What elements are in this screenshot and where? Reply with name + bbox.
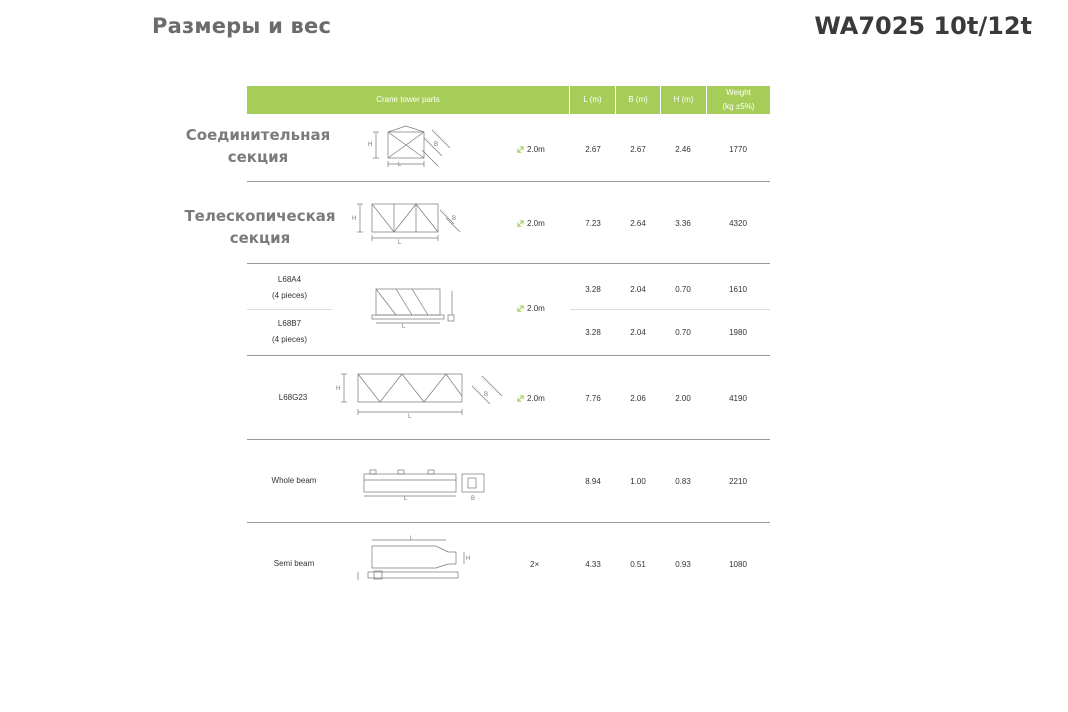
dim-h: H xyxy=(368,142,373,148)
height-icon xyxy=(517,305,524,312)
row-divider xyxy=(247,439,770,440)
cell-h: 2.00 xyxy=(675,394,691,403)
page-title: Размеры и вес xyxy=(152,14,332,38)
dim-l: L xyxy=(404,496,408,502)
part-code: L68B7 xyxy=(277,319,302,328)
qty-value: 2.0m xyxy=(527,304,545,313)
qty-value: 2.0m xyxy=(527,394,545,403)
row-label-semi-beam: Semi beam xyxy=(273,559,315,568)
dim-l: L xyxy=(398,240,402,244)
part-count: (4 pieces) xyxy=(271,335,308,344)
cell-b: 2.04 xyxy=(630,328,646,337)
dim-b: B xyxy=(484,392,489,398)
cell-l: 3.28 xyxy=(585,285,601,294)
whole-beam-drawing xyxy=(358,464,492,502)
cell-l: 2.67 xyxy=(585,145,601,154)
cell-b: 2.64 xyxy=(630,219,646,228)
cell-b: 1.00 xyxy=(630,477,646,486)
qty-value: 2.0m xyxy=(527,219,545,228)
qty-value: 2.0m xyxy=(527,145,545,154)
dim-l: L xyxy=(410,536,414,542)
qty-row-5 xyxy=(517,394,545,403)
semi-beam-drawing xyxy=(356,532,474,588)
header-weight-line1: Weight xyxy=(726,88,751,97)
cell-l: 8.94 xyxy=(585,477,601,486)
cell-h: 2.46 xyxy=(675,145,691,154)
part-code: L68A4 xyxy=(277,275,302,284)
cell-b: 2.67 xyxy=(630,145,646,154)
cell-l: 7.76 xyxy=(585,394,601,403)
section-telescopic: Телескопическая секция xyxy=(184,207,336,247)
dim-l: L xyxy=(402,324,406,329)
telescopic-section-drawing xyxy=(346,196,470,244)
cell-b: 2.04 xyxy=(630,285,646,294)
row-label-l68b7 xyxy=(247,316,332,348)
qty-row-2 xyxy=(517,219,545,228)
qty-row-l68 xyxy=(517,304,545,313)
dim-l: L xyxy=(408,414,412,420)
qty-value: 2× xyxy=(530,560,540,569)
height-icon xyxy=(517,220,524,227)
dim-h: H xyxy=(336,386,341,392)
header-h: H (m) xyxy=(673,95,694,104)
cell-weight: 4320 xyxy=(729,219,747,228)
dim-l: L xyxy=(398,162,402,168)
dim-h: H xyxy=(352,216,357,222)
row-divider xyxy=(247,355,770,356)
dim-b: B xyxy=(434,142,439,148)
header-weight xyxy=(707,86,770,114)
height-icon xyxy=(517,395,524,402)
cell-h: 0.70 xyxy=(675,285,691,294)
row-divider xyxy=(247,522,770,523)
cell-weight: 1770 xyxy=(729,145,747,154)
cell-l: 7.23 xyxy=(585,219,601,228)
table-header xyxy=(247,86,770,114)
row-label-l68g23: L68G23 xyxy=(278,393,308,402)
base-beam-drawing xyxy=(362,281,462,329)
cell-weight: 1610 xyxy=(729,285,747,294)
header-l: L (m) xyxy=(583,95,602,104)
cell-h: 0.93 xyxy=(675,560,691,569)
part-count: (4 pieces) xyxy=(271,291,308,300)
header-weight-line2: (kg ±5%) xyxy=(722,102,755,111)
cell-h: 0.83 xyxy=(675,477,691,486)
qty-row-7 xyxy=(530,560,539,569)
qty-row-1 xyxy=(517,145,545,154)
cell-b: 0.51 xyxy=(630,560,646,569)
header-parts: Crane tower parts xyxy=(376,95,440,104)
cell-weight: 2210 xyxy=(729,477,747,486)
row-label-l68a4 xyxy=(247,272,332,304)
header-b: B (m) xyxy=(628,95,648,104)
section-connecting: Соединительная секция xyxy=(185,126,331,166)
dim-b: B xyxy=(471,496,476,502)
cell-weight: 1980 xyxy=(729,328,747,337)
cell-weight: 4190 xyxy=(729,394,747,403)
l68g23-drawing xyxy=(334,366,510,420)
cell-h: 3.36 xyxy=(675,219,691,228)
cell-l: 3.28 xyxy=(585,328,601,337)
cell-b: 2.06 xyxy=(630,394,646,403)
model-title: WA7025 10t/12t xyxy=(814,12,1032,40)
row-divider xyxy=(247,181,770,182)
height-icon xyxy=(517,146,524,153)
sub-row-divider xyxy=(247,309,332,310)
dim-b: B xyxy=(452,216,457,222)
cell-l: 4.33 xyxy=(585,560,601,569)
sub-row-divider xyxy=(570,309,770,310)
row-divider xyxy=(247,263,770,264)
cell-h: 0.70 xyxy=(675,328,691,337)
cell-weight: 1080 xyxy=(729,560,747,569)
dim-h: H xyxy=(466,556,471,562)
connecting-section-drawing xyxy=(362,124,472,172)
row-label-whole-beam: Whole beam xyxy=(271,476,317,485)
